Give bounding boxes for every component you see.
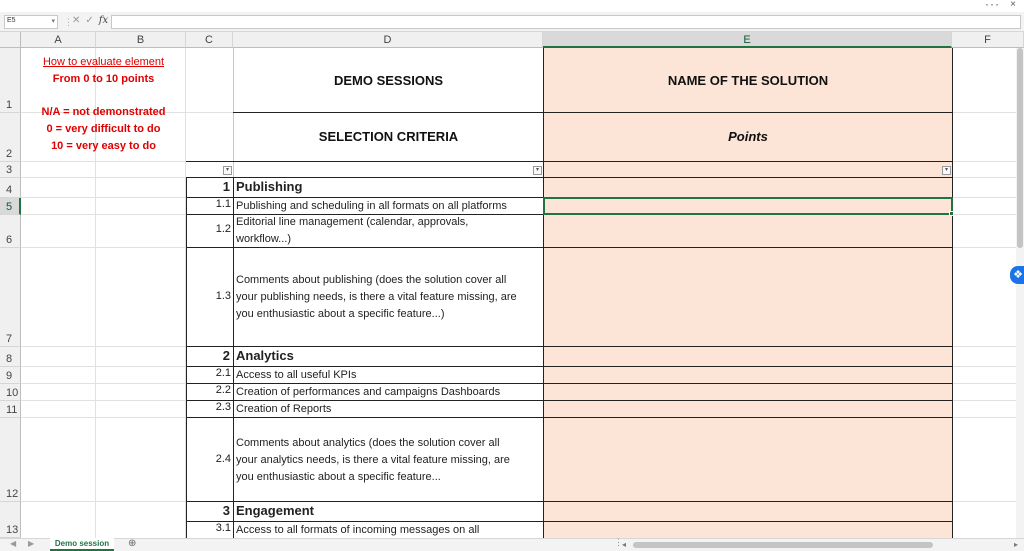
sheet-tab-demo-session[interactable]: Demo session: [50, 538, 114, 551]
criterion-text[interactable]: Comments about analytics (does the solution cover all your analytics needs, is there a vital feature missing, are you enthusiastic about a specific feature...: [236, 437, 510, 483]
fill-handle[interactable]: [949, 211, 954, 216]
name-box[interactable]: [4, 15, 58, 29]
criterion-number[interactable]: 2.2: [215, 384, 231, 396]
select-all-corner[interactable]: [0, 32, 21, 48]
prev-sheet-icon[interactable]: ◀: [10, 539, 17, 548]
column-e-fill: [543, 48, 952, 538]
criterion-number[interactable]: 2.3: [215, 401, 231, 413]
add-sheet-icon[interactable]: ⊕: [128, 538, 137, 549]
section-title[interactable]: Analytics: [236, 348, 294, 363]
filter-dropdown-icon[interactable]: ▾: [223, 166, 232, 175]
scroll-left-icon[interactable]: ◂: [622, 540, 627, 549]
filter-dropdown-icon[interactable]: ▾: [533, 166, 542, 175]
section-title[interactable]: Publishing: [236, 179, 303, 194]
row-header-9[interactable]: 9: [0, 367, 21, 384]
criterion-text[interactable]: Access to all useful KPIs: [236, 369, 357, 381]
criterion-number[interactable]: 2.4: [215, 453, 231, 465]
row-header-12[interactable]: 12: [0, 418, 21, 502]
section-number[interactable]: 1: [222, 179, 230, 194]
evaluation-range: From 0 to 10 points: [52, 73, 155, 85]
criterion-number[interactable]: 2.1: [215, 367, 231, 379]
evaluation-link[interactable]: How to evaluate element: [42, 56, 165, 68]
sheet-tabs-bar: [0, 538, 1024, 551]
tab-splitter-icon[interactable]: ⋮: [614, 537, 623, 547]
filter-dropdown-icon[interactable]: ▾: [942, 166, 951, 175]
column-header-a[interactable]: A: [21, 32, 96, 48]
evaluation-na: N/A = not demonstrated: [41, 106, 166, 118]
evaluation-ten: 10 = very easy to do: [51, 140, 156, 152]
row-header-13[interactable]: 13: [0, 502, 21, 538]
row-header-1[interactable]: 1: [0, 48, 21, 113]
spreadsheet-grid[interactable]: [21, 48, 1024, 538]
criterion-text[interactable]: Editorial line management (calendar, approvals, workflow...): [236, 216, 469, 245]
solution-name-header[interactable]: NAME OF THE SOLUTION: [667, 73, 829, 88]
horizontal-scrollbar[interactable]: [622, 540, 1019, 549]
selected-cell-e5[interactable]: [543, 197, 953, 215]
cancel-icon[interactable]: ✕: [72, 15, 81, 26]
points-header[interactable]: Points: [728, 129, 768, 144]
column-header-d[interactable]: D: [233, 32, 543, 48]
column-header-c[interactable]: C: [186, 32, 233, 48]
formula-bar: [0, 12, 1024, 32]
more-options-icon[interactable]: ···: [985, 0, 1000, 11]
scroll-right-icon[interactable]: ▸: [1014, 540, 1019, 549]
row-header-10[interactable]: 10: [0, 384, 21, 401]
formula-bar-separator: ⋮: [64, 17, 73, 27]
section-number[interactable]: 3: [222, 503, 230, 518]
row-header-6[interactable]: 6: [0, 215, 21, 248]
chevron-down-icon[interactable]: ▾: [51, 18, 55, 25]
column-header-f[interactable]: F: [952, 32, 1024, 48]
criterion-text[interactable]: Creation of Reports: [236, 403, 332, 415]
column-header-b[interactable]: B: [96, 32, 186, 48]
row-header-3[interactable]: 3: [0, 162, 21, 178]
criterion-number[interactable]: 3.1: [215, 523, 231, 533]
criterion-text[interactable]: Access to all formats of incoming messages on all: [236, 524, 480, 536]
row-header-8[interactable]: 8: [0, 347, 21, 367]
formula-input[interactable]: [111, 15, 1021, 29]
name-box-value: E5: [7, 17, 16, 24]
close-icon[interactable]: ×: [1010, 0, 1016, 10]
evaluation-zero: 0 = very difficult to do: [46, 123, 161, 135]
row-header-11[interactable]: 11: [0, 401, 21, 418]
criterion-number[interactable]: 1.3: [215, 290, 231, 302]
window-top-strip: [0, 0, 1024, 12]
row-header-2[interactable]: 2: [0, 113, 21, 162]
row-header-5[interactable]: 5: [0, 198, 21, 215]
vertical-scrollbar[interactable]: [1016, 48, 1024, 538]
floating-helper-icon[interactable]: ❖: [1010, 266, 1024, 284]
criterion-number[interactable]: 1.1: [215, 198, 231, 210]
criterion-text[interactable]: Comments about publishing (does the solution cover all your publishing needs, is there a vital feature missing, are you enthusiastic about a specific feature...): [236, 274, 517, 320]
row-header-4[interactable]: 4: [0, 178, 21, 198]
criterion-number[interactable]: 1.2: [215, 223, 231, 235]
demo-sessions-header[interactable]: DEMO SESSIONS: [333, 73, 444, 88]
scroll-thumb[interactable]: [1017, 48, 1023, 248]
enter-icon[interactable]: ✓: [85, 15, 94, 26]
criterion-text[interactable]: Publishing and scheduling in all formats on all platforms: [236, 200, 507, 212]
scroll-thumb[interactable]: [633, 542, 933, 548]
selection-criteria-header[interactable]: SELECTION CRITERIA: [318, 129, 459, 144]
next-sheet-icon[interactable]: ▶: [28, 539, 35, 548]
row-header-7[interactable]: 7: [0, 248, 21, 347]
insert-function-icon[interactable]: fx: [98, 15, 109, 26]
criterion-text[interactable]: Creation of performances and campaigns Dashboards: [236, 386, 501, 398]
section-number[interactable]: 2: [222, 348, 230, 363]
column-header-e[interactable]: E: [543, 32, 952, 48]
formula-bar-buttons: [72, 15, 113, 26]
section-title[interactable]: Engagement: [236, 503, 315, 518]
